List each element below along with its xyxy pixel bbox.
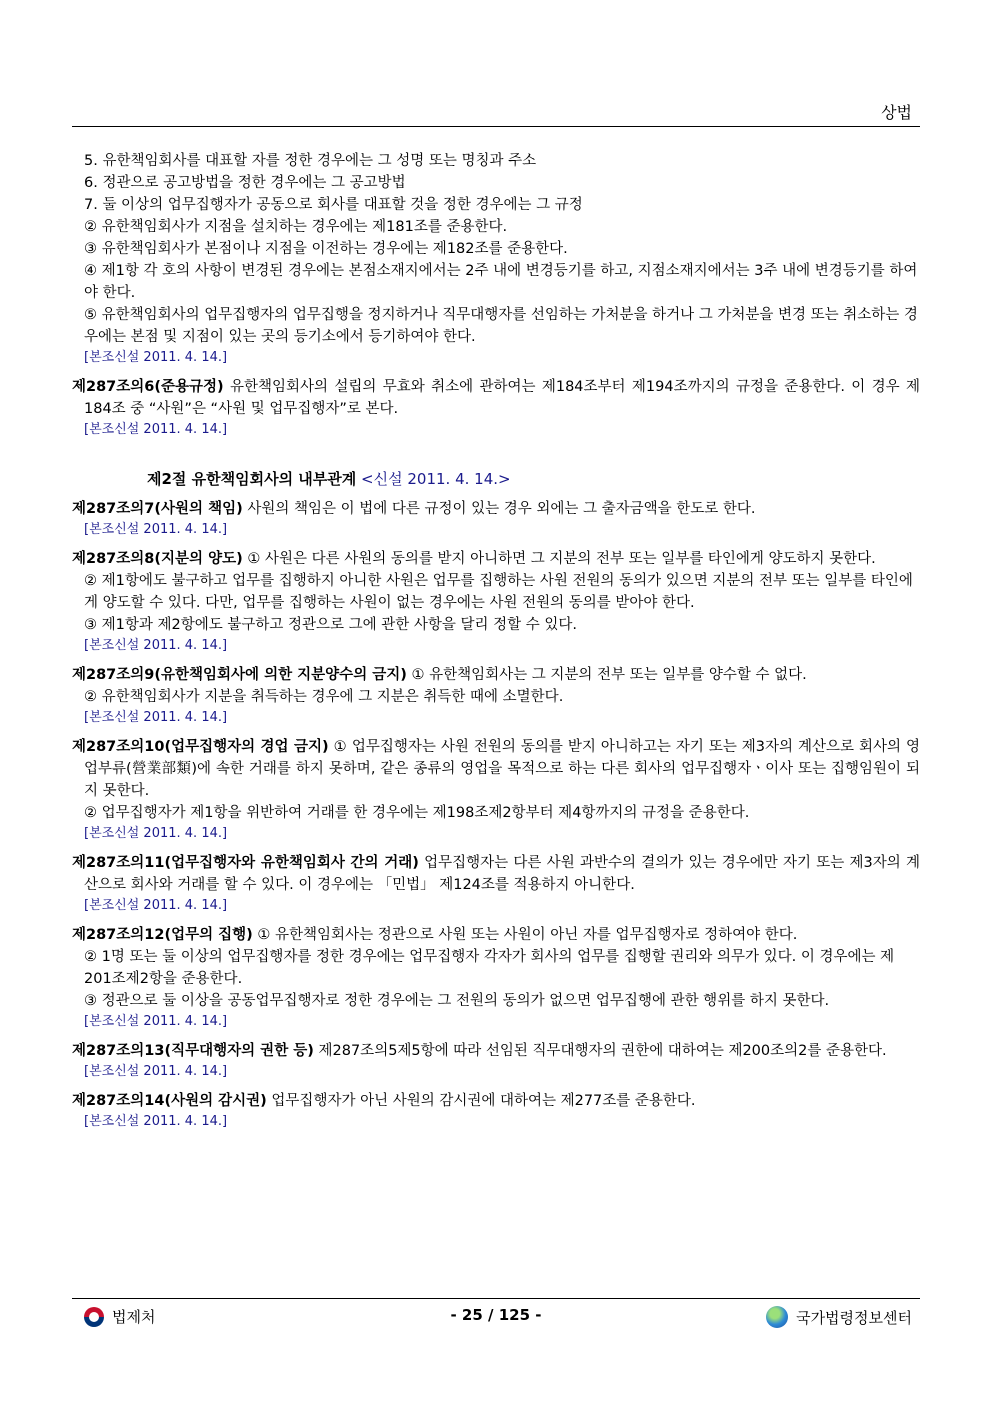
page-header-title: 상법: [881, 103, 912, 122]
article-287-10: [72, 736, 920, 844]
enactment-tag: [본조신설 2011. 4. 14.]: [84, 1014, 228, 1029]
article-heading: 제287조의9(유한책임회사에 의한 지분양수의 금지): [72, 667, 407, 683]
article-287-8: [72, 548, 920, 656]
article-heading: 제287조의11(업무집행자와 유한책임회사 간의 거래): [72, 855, 419, 871]
section-heading: [147, 468, 920, 490]
enactment-tag: [본조신설 2011. 4. 14.]: [84, 1064, 228, 1079]
footer-right: [766, 1306, 912, 1328]
enactment-tag: [본조신설 2011. 4. 14.]: [84, 1114, 228, 1129]
list-item: 7. 둘 이상의 업무집행자가 공동으로 회사를 대표할 것을 정한 경우에는 그 규정: [84, 197, 583, 213]
list-item: 5. 유한책임회사를 대표할 자를 정한 경우에는 그 성명 또는 명칭과 주소: [84, 153, 537, 169]
article-287-14: [72, 1090, 920, 1132]
article-body: 업무집행자는 다른 사원 과반수의 결의가 있는 경우에만 자기 또는 제3자의 계산으로 회사와 거래를 할 수 있다. 이 경우에는 「민법」 제124조를 적용하지 아니한다.: [84, 855, 921, 893]
article-heading: 제287조의10(업무집행자의 경업 금지): [72, 739, 329, 755]
article-heading: 제287조의7(사원의 책임): [72, 501, 243, 517]
enactment-tag: [본조신설 2011. 4. 14.]: [84, 522, 228, 537]
paragraph: ③ 유한책임회사가 본점이나 지점을 이전하는 경우에는 제182조를 준용한다.: [84, 241, 568, 257]
paragraph: ② 제1항에도 불구하고 업무를 집행하지 아니한 사원은 업무를 집행하는 사원 전원의 동의가 있으면 지분의 전부 또는 일부를 타인에게 양도할 수 있다. 다만, 업무를 집행하는 사원이 없는 경우에는 사원 전원의 동의를 받아야 한다.: [84, 573, 913, 611]
article-body: ① 유한책임회사는 정관으로 사원 또는 사원이 아닌 자를 업무집행자로 정하여야 한다.: [257, 927, 798, 943]
article-body: ① 유한책임회사는 그 지분의 전부 또는 일부를 양수할 수 없다.: [411, 667, 807, 683]
article-heading: 제287조의12(업무의 집행): [72, 927, 253, 943]
section-title: 제2절 유한책임회사의 내부관계: [147, 470, 357, 488]
article-body: ① 사원은 다른 사원의 동의를 받지 아니하면 그 지분의 전부 또는 일부를 타인에게 양도하지 못한다.: [247, 551, 876, 567]
article-287-11: [72, 852, 920, 916]
footer-right-label: 국가법령정보센터: [796, 1308, 912, 1327]
list-item: 6. 정관으로 공고방법을 정한 경우에는 그 공고방법: [84, 175, 406, 191]
paragraph: ② 유한책임회사가 지분을 취득하는 경우에 그 지분은 취득한 때에 소멸한다.: [84, 689, 564, 705]
article-body: 유한책임회사의 설립의 무효와 취소에 관하여는 제184조부터 제194조까지의 규정을 준용한다. 이 경우 제184조 중 “사원”은 “사원 및 업무집행자”로 본다.: [84, 379, 920, 417]
article-287-13: [72, 1040, 920, 1082]
enactment-tag: [본조신설 2011. 4. 14.]: [84, 638, 228, 653]
paragraph: ② 업무집행자가 제1항을 위반하여 거래를 한 경우에는 제198조제2항부터 제4항까지의 규정을 준용한다.: [84, 805, 750, 821]
section-date: <신설 2011. 4. 14.>: [361, 470, 511, 488]
paragraph: ② 유한책임회사가 지점을 설치하는 경우에는 제181조를 준용한다.: [84, 219, 508, 235]
paragraph: ② 1명 또는 둘 이상의 업무집행자를 정한 경우에는 업무집행자 각자가 회사의 업무를 집행할 권리와 의무가 있다. 이 경우에는 제201조제2항을 준용한다.: [84, 949, 895, 987]
enactment-tag: [본조신설 2011. 4. 14.]: [84, 898, 228, 913]
enactment-tag: [본조신설 2011. 4. 14.]: [84, 422, 228, 437]
paragraph: ③ 정관으로 둘 이상을 공동업무집행자로 정한 경우에는 그 전원의 동의가 없으면 업무집행에 관한 행위를 하지 못한다.: [84, 993, 830, 1009]
article-body: ① 업무집행자는 사원 전원의 동의를 받지 아니하고는 자기 또는 제3자의 계산으로 회사의 영업부류(營業部類)에 속한 거래를 하지 못하며, 같은 종류의 영업을 목적으로 하는 다른 회사의 업무집행자ㆍ이사 또는 집행임원이 되지 못한다.: [84, 739, 920, 799]
article-heading: 제287조의8(지분의 양도): [72, 551, 243, 567]
article-287-9: [72, 664, 920, 728]
paragraph: ⑤ 유한책임회사의 업무집행자의 업무집행을 정지하거나 직무대행자를 선임하는 가처분을 하거나 그 가처분을 변경 또는 취소하는 경우에는 본점 및 지점이 있는 곳의 등기소에서 등기하여야 한다.: [84, 307, 918, 345]
footer-rule: [72, 1298, 920, 1299]
law-content: [72, 150, 920, 1132]
article-287-7: [72, 498, 920, 540]
paragraph: ③ 제1항과 제2항에도 불구하고 정관으로 그에 관한 사항을 달리 정할 수 있다.: [84, 617, 577, 633]
enactment-tag: [본조신설 2011. 4. 14.]: [84, 826, 228, 841]
enactment-tag: [본조신설 2011. 4. 14.]: [84, 350, 228, 365]
article-body: 제287조의5제5항에 따라 선임된 직무대행자의 권한에 대하여는 제200조의2를 준용한다.: [318, 1043, 887, 1059]
article-heading: 제287조의13(직무대행자의 권한 등): [72, 1043, 314, 1059]
enactment-tag: [본조신설 2011. 4. 14.]: [84, 710, 228, 725]
page-number: - 25 / 125 -: [450, 1306, 542, 1324]
article-287-12: [72, 924, 920, 1032]
paragraph: ④ 제1항 각 호의 사항이 변경된 경우에는 본점소재지에서는 2주 내에 변경등기를 하고, 지점소재지에서는 3주 내에 변경등기를 하여야 한다.: [84, 263, 918, 301]
article-body: 사원의 책임은 이 법에 다른 규정이 있는 경우 외에는 그 출자금액을 한도로 한다.: [247, 501, 756, 517]
globe-logo-icon: [766, 1306, 788, 1328]
footer-left-label: 법제처: [112, 1308, 156, 1326]
article-body: 업무집행자가 아닌 사원의 감시권에 대하여는 제277조를 준용한다.: [271, 1093, 696, 1109]
article-heading: 제287조의14(사원의 감시권): [72, 1093, 267, 1109]
article-heading: 제287조의6(준용규정): [72, 379, 224, 395]
header-rule: [72, 126, 920, 127]
article-287-6: [72, 376, 920, 440]
